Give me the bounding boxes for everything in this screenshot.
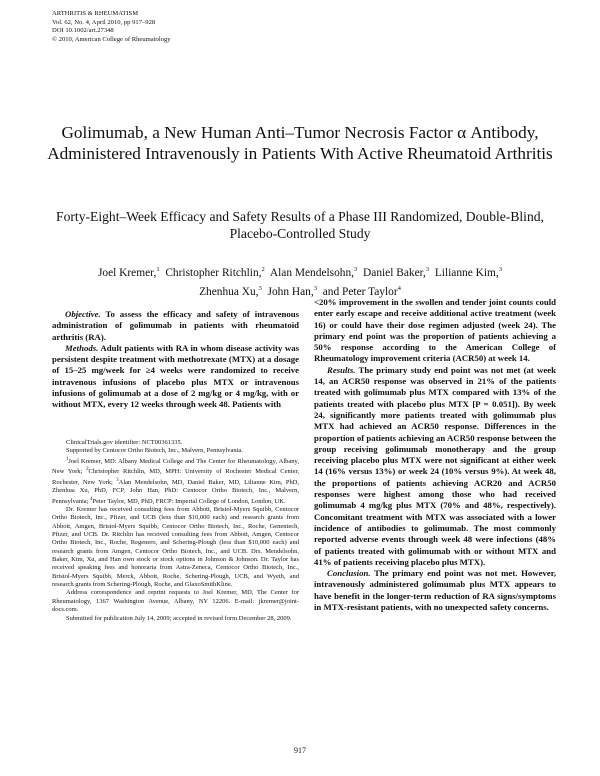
abstract-objective: Objective. To assess the efficacy and safety of intravenous administration of golimumab in patients with rheumatoid arthritis (RA). [52,309,299,342]
abstract-column-right [314,297,556,613]
abstract-methods-continued: <20% improvement in the swollen and tender joint counts could enter early escape and receive additional active treatment (week 16) or could have their dose regimen adjusted (week 24). The primary end point was the proportion of patients achieving a 50% response according to the American College of Rheumatology improvement criteria (ACR50) at week 14. [314,297,556,364]
author: John Han,$^3$ [267,285,318,299]
abstract-conclusion: Conclusion. The primary end point was not met. However, intravenously administered golimumab plus MTX appears to have benefit in the longer-term reduction of RA signs/symptoms in MTX-resistant patients, with no unexpected safety concerns. [314,568,557,613]
abstract-methods: Methods. Adult patients with RA in whom disease activity was persistent despite treatment with methotrexate (MTX) at a dosage of 15–25 mg/week for ≥4 weeks were randomized to receive intravenous infusions of placebo plus MTX or intravenous infusions of golimumab at a dose of 2 mg/kg or 4 mg/kg, with or without MTX, every 12 weeks through week 48. Patients with [52,342,299,410]
author: Joel Kremer,$^1$ [97,266,160,279]
abstract-results: Results. The primary study end point was not met (at week 14, an ACR50 response was observed in 21% of the patients treated with golimumab plus MTX compared with 13% of the patients treated with placebo plus MTX [P = 0.051]). By week 24, significantly more patients treated with golimumab plus MTX had achieved an ACR50 response. Differences in the proportion of patients achieving an ACR50 response between the group receiving golimumab monotherapy and the group receiving placebo plus MTX were not significant at either week 14 (16% versus 13%) or week 24 (10% versus 9%). At week 48, the proportions of patients achieving ACR20 and ACR50 responses were highest among those who had received golimumab 4 mg/kg plus MTX (70% and 48%, respectively). Concomitant treatment with MTX was associated with a lower incidence of antibodies to golimumab. The most commonly reported adverse events through week 48 were infections (48% of patients treated with golimumab with or without MTX and 41% of patients receiving placebo plus MTX). [314,364,556,567]
footnote-disclosures: Dr. Kremer has received consulting fees from Abbott, Bristol-Myers Squibb, Centocor Ortho Biotech, Inc., Pfizer, and UCB (less than $10,000 each) and research grants from Abbott, Amgen, Bristol-Myers Squibb, Centocor Ortho Biotech, Inc., Roche, Genentech, Pfizer, and UCB. Dr. Ritchlin has received consulting fees from Abbott, Amgen, Centocor Ortho Biotech, Inc., Roche, Regenero, and Schering-Plough (less than $10,000 each) and research grants from Amgen, Centocor Ortho Biotech, Inc., and UCB. Drs. Mendelsohn, Baker, Kim, Xu, and Han own stock or stock options in Johnson & Johnson. Dr. Taylor has received speaking fees and honoraria from Astra-Zeneca, Centocor Ortho Biotech, Inc., Bristol-Myers Squibb, Merck, Abbott, Roche, Schering-Plough, UCB, and Wyeth, and research grants from Schering-Plough, Roche, and GlaxoSmithKline. [52,506,299,589]
author: Zhenhua Xu,$^3$ [199,285,262,299]
journal-header [52,10,171,44]
author-list [40,262,560,301]
article-title: Golimumab, a New Human Anti–Tumor Necrosis Factor α Antibody, Administered Intravenously in Patients With Active Rheumatoid Arthritis [47,123,553,163]
footnotes [52,439,299,623]
page-number: 917 [294,746,306,755]
journal-doi: DOI 10.1002/art.27348 [52,27,114,35]
journal-copyright: © 2010, American College of Rheumatology [52,35,171,43]
footnote-trial: ClinicalTrials.gov identifier: NCT00361335. [66,439,183,446]
footnote-submitted: Submitted for publication July 14, 2009; accepted in revised form December 28, 2009. [66,614,292,622]
article-subtitle: Forty-Eight–Week Efficacy and Safety Results of a Phase III Randomized, Double-Blind, Placebo-Controlled Study [56,209,544,241]
journal-volume: Vol. 62, No. 4, April 2010, pp 917–928 [52,18,156,26]
footnote-affiliations: $^1$Joel Kremer, MD: Albany Medical College and The Center for Rheumatology, Albany, New York; $^2$Christopher Ritchlin, MD, MPH: University of Rochester Medical Center, Rochester, New York; $^3$Alan Mendelsohn, MD, Daniel Baker, MD, Lilianne Kim, PhD, Zhenhua Xu, PhD, FCP, John Han, PhD: Centocor Ortho Biotech, Inc., Malvern, Pennsylvania; $^4$Peter Taylor, MD, PhD, FRCP: Imperial College of London, London, UK. [52,456,300,505]
author: Christopher Ritchlin,$^2$ [165,266,265,279]
author: and Peter Taylor$^4$ [322,285,401,299]
footnote-support: Supported by Centocor Ortho Biotech, Inc., Malvern, Pennsylvania. [66,447,243,455]
author: Daniel Baker,$^3$ [363,266,430,279]
author: Alan Mendelsohn,$^3$ [269,266,358,279]
abstract-column-left [52,309,299,411]
author: Lilianne Kim,$^3$ [434,266,503,279]
footnote-correspondence: Address correspondence and reprint requests to Joel Kremer, MD, The Center for Rheumatology, 1367 Washington Avenue, Albany, NY 12206. E-mail: jkremer@joint-docs.com. [52,589,299,614]
journal-name: ARTHRITIS & RHEUMATISM [52,10,139,17]
